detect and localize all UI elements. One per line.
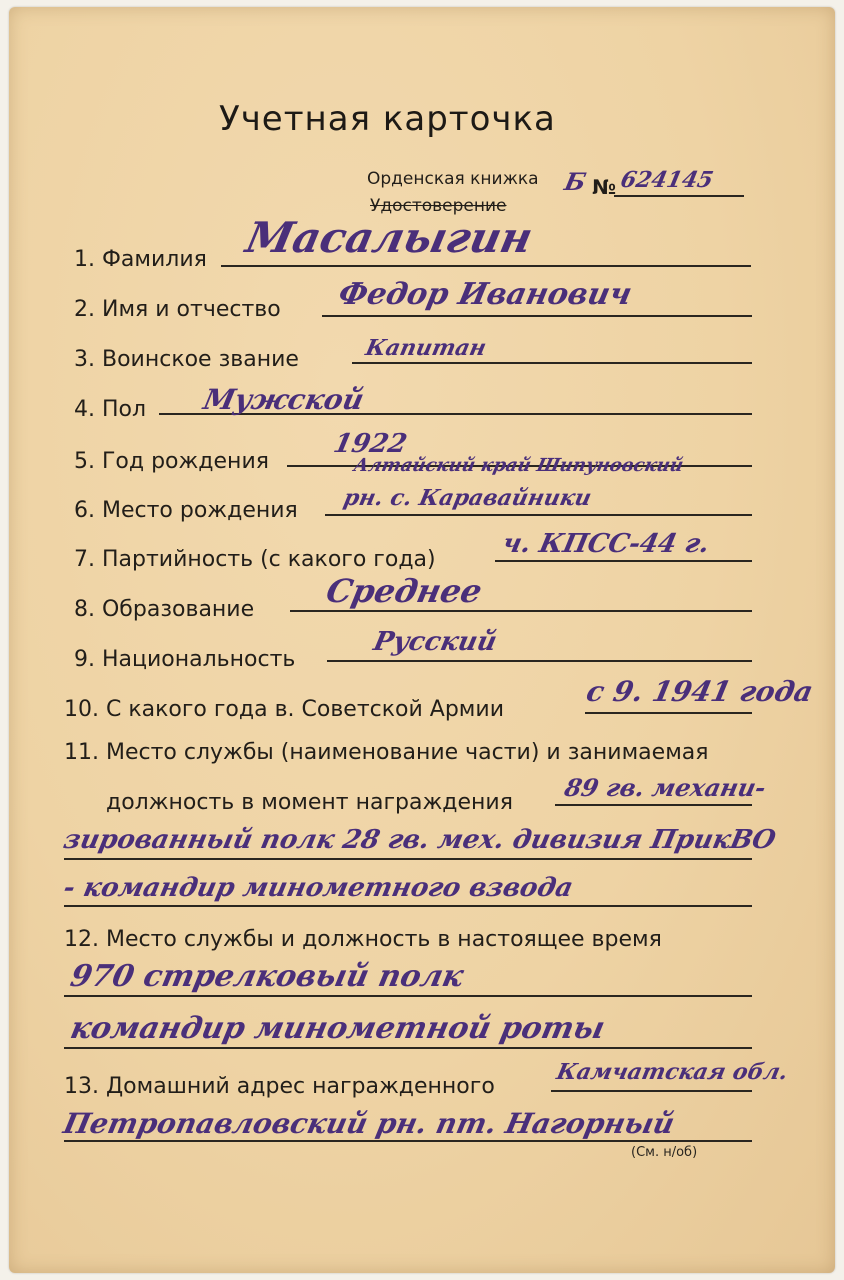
- value-sex: Мужской: [200, 383, 367, 416]
- label-home-address: 13. Домашний адрес награжденного: [64, 1074, 495, 1099]
- value-current-service-line1: 970 стрелковый полк: [67, 959, 467, 994]
- label-nationality: 9. Национальность: [74, 647, 296, 672]
- value-nationality: Русский: [370, 627, 500, 657]
- value-birthplace-line2: рн. с. Каравайники: [341, 485, 594, 511]
- value-current-service-line2: командир минометной роты: [67, 1011, 608, 1046]
- value-military-rank: Капитан: [363, 335, 489, 361]
- label-service-place-line1: 11. Место службы (наименование части) и занимаемая: [64, 740, 709, 765]
- line-service-place-3: [64, 905, 752, 907]
- label-party: 7. Партийность (с какого года): [74, 547, 436, 572]
- value-party: ч. КПСС-44 г.: [499, 529, 713, 559]
- certificate-label: Удостоверение: [370, 196, 507, 216]
- line-service-place-1: [555, 804, 752, 806]
- order-number-line: [614, 195, 744, 197]
- label-sex: 4. Пол: [74, 397, 147, 422]
- line-service-place-2: [64, 858, 752, 860]
- line-military-rank: [352, 362, 752, 364]
- value-birthplace-line1: Алтайский край Шипуновский: [351, 455, 686, 476]
- order-book-number: 624145: [618, 167, 716, 193]
- label-current-service: 12. Место службы и должность в настоящее время: [64, 927, 662, 952]
- line-education: [290, 610, 752, 612]
- order-book-series: Б: [561, 167, 589, 196]
- label-military-rank: 3. Воинское звание: [74, 347, 299, 372]
- label-surname: 1. Фамилия: [74, 247, 207, 272]
- value-home-address-line1: Камчатская обл.: [554, 1059, 791, 1085]
- line-current-service-2: [64, 1047, 752, 1049]
- label-birthplace: 6. Место рождения: [74, 498, 298, 523]
- label-name-patronymic: 2. Имя и отчество: [74, 297, 281, 322]
- card-title: Учетная карточка: [219, 99, 556, 139]
- value-surname: Масалыгин: [241, 213, 537, 262]
- line-home-address-2: [64, 1140, 752, 1142]
- line-name-patronymic: [322, 315, 752, 317]
- value-service-place-line1: 89 гв. механи-: [561, 773, 769, 802]
- value-service-place-line2: зированный полк 28 гв. мех. дивизия ПрикВО: [60, 825, 779, 855]
- order-book-label: Орденская книжка: [367, 169, 539, 189]
- line-birthplace: [325, 514, 752, 516]
- label-education: 8. Образование: [74, 597, 255, 622]
- value-birth-year: 1922: [330, 429, 410, 459]
- value-name-patronymic: Федор Иванович: [335, 277, 635, 312]
- value-service-place-line3: - командир минометного взвода: [60, 873, 576, 903]
- value-education: Среднее: [322, 572, 486, 610]
- line-home-address-1: [551, 1090, 752, 1092]
- line-party: [495, 560, 752, 562]
- number-sign: №: [592, 175, 617, 199]
- award-record-card: [9, 7, 835, 1273]
- label-birth-year: 5. Год рождения: [74, 449, 269, 474]
- line-surname: [221, 265, 751, 267]
- value-home-address-line2: Петропавловский рн. пт. Нагорный: [60, 1107, 678, 1140]
- line-current-service-1: [64, 995, 752, 997]
- label-army-since: 10. С какого года в. Советской Армии: [64, 697, 504, 722]
- line-army-since: [585, 712, 752, 714]
- see-reverse-note: (См. н/об): [631, 1145, 698, 1160]
- value-army-since: с 9. 1941 года: [583, 675, 817, 708]
- label-service-place-line2: должность в момент награждения: [106, 790, 513, 815]
- line-nationality: [327, 660, 752, 662]
